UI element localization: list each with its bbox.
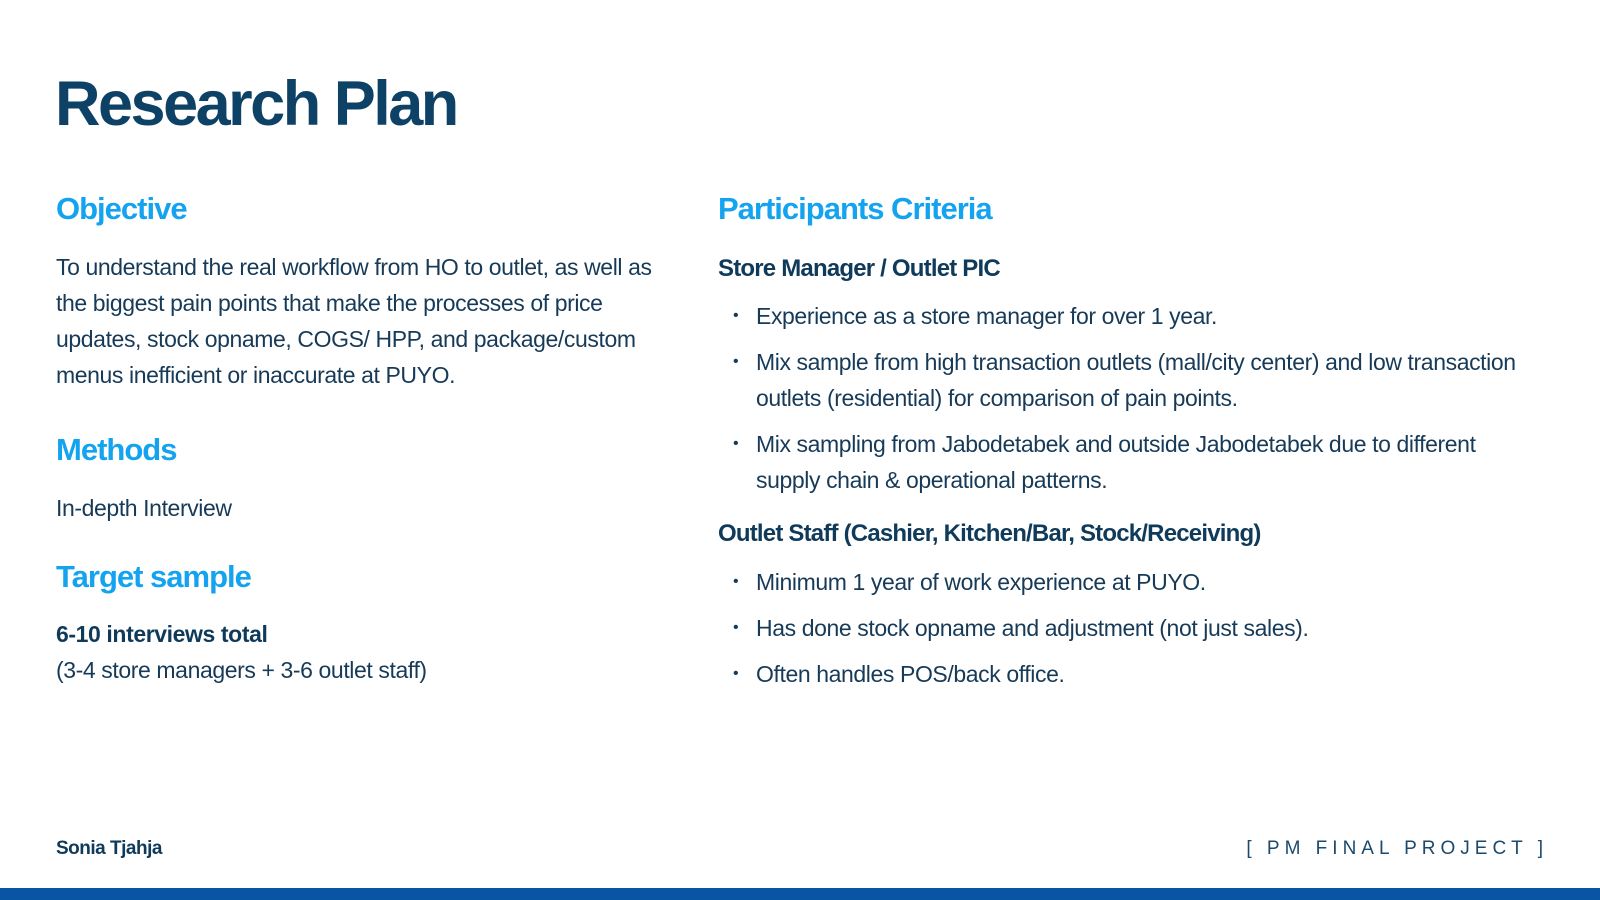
list-item [718, 344, 1518, 416]
objective-section [56, 190, 656, 393]
target-sample-total: 6-10 interviews total [56, 620, 268, 647]
bullet-icon: • [733, 353, 739, 371]
list-item-text: Mix sample from high transaction outlets (mall/city center) and low transaction outlets (residential) for comparison of pain points. [756, 349, 1516, 412]
store-manager-criteria-list [718, 298, 1518, 498]
footer-author: Sonia Tjahja [56, 838, 162, 859]
bottom-accent-bar [0, 888, 1600, 900]
bullet-icon: • [733, 618, 739, 636]
left-column [56, 190, 656, 688]
list-item [718, 298, 1518, 334]
slide-title: Research Plan [55, 69, 457, 139]
list-item-text: Experience as a store manager for over 1 year. [756, 303, 1218, 330]
list-item-text: Mix sampling from Jabodetabek and outside Jabodetabek due to different supply chain & operational patterns. [756, 431, 1476, 494]
methods-text: In-depth Interview [56, 495, 232, 522]
footer-project-tag: [ PM FINAL PROJECT ] [1246, 838, 1548, 859]
outlet-staff-criteria-list [718, 564, 1518, 692]
list-item [718, 564, 1518, 600]
group-title-outlet-staff: Outlet Staff (Cashier, Kitchen/Bar, Stock/Receiving) [718, 520, 1261, 548]
objective-text: To understand the real workflow from HO to outlet, as well as the biggest pain points that make the processes of price updates, stock opname, COGS/ HPP, and package/custom menus inefficient or inaccurate at PUYO. [56, 254, 652, 389]
list-item-text: Minimum 1 year of work experience at PUYO. [756, 568, 1206, 595]
bullet-icon: • [733, 572, 739, 590]
target-sample-section [56, 558, 656, 687]
participants-heading: Participants Criteria [718, 191, 992, 226]
methods-section [56, 431, 656, 526]
bullet-icon: • [733, 307, 739, 325]
bullet-icon: • [733, 435, 739, 453]
right-column [718, 190, 1518, 702]
bullet-icon: • [733, 664, 739, 682]
list-item-text: Has done stock opname and adjustment (not just sales). [756, 614, 1309, 641]
list-item [718, 656, 1518, 692]
group-title-store-manager: Store Manager / Outlet PIC [718, 255, 1000, 283]
list-item [718, 610, 1518, 646]
list-item [718, 426, 1518, 498]
target-sample-breakdown: (3-4 store managers + 3-6 outlet staff) [56, 656, 427, 683]
target-sample-heading: Target sample [56, 559, 251, 595]
list-item-text: Often handles POS/back office. [756, 660, 1065, 687]
methods-heading: Methods [56, 432, 177, 468]
objective-heading: Objective [56, 191, 187, 226]
